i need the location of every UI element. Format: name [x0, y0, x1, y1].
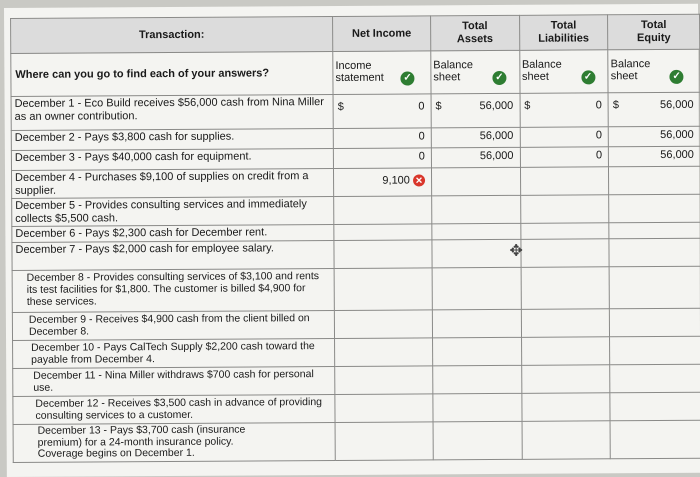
- dollar-sign: $: [337, 100, 344, 113]
- total-liabilities-input[interactable]: [520, 147, 609, 168]
- total-liabilities-input[interactable]: [520, 223, 609, 240]
- net-income-input[interactable]: [334, 310, 432, 339]
- total-liabilities-input[interactable]: [520, 167, 609, 196]
- source-total-equity-cell[interactable]: [608, 49, 700, 93]
- total-equity-input[interactable]: [609, 238, 700, 267]
- net-income-value: 0: [418, 150, 425, 163]
- net-income-input[interactable]: [333, 128, 431, 149]
- total-assets-input[interactable]: [432, 195, 521, 224]
- total-equity-input[interactable]: [608, 126, 700, 147]
- net-income-input[interactable]: [335, 394, 433, 423]
- total-assets-input[interactable]: [432, 309, 521, 338]
- check-icon: ✓: [401, 71, 415, 85]
- net-income-input[interactable]: [334, 240, 432, 269]
- net-income-input[interactable]: [335, 338, 433, 367]
- total-liabilities-input[interactable]: [522, 421, 611, 460]
- question-label: Where can you go to find each of your answers?: [11, 51, 333, 96]
- total-assets-input[interactable]: [432, 267, 521, 310]
- total-equity-input[interactable]: [609, 222, 700, 239]
- total-liabilities-input[interactable]: [521, 393, 610, 422]
- net-income-input[interactable]: [335, 422, 433, 461]
- transaction-desc: December 6 - Pays $2,300 cash for December rent.: [12, 224, 334, 242]
- transaction-desc: December 4 - Purchases $9,100 of supplies on credit from a supplier.: [11, 168, 333, 198]
- total-liabilities-value: 0: [595, 149, 603, 162]
- total-liabilities-value: 0: [595, 99, 602, 112]
- net-income-value: 9,100: [382, 174, 410, 187]
- total-liabilities-input[interactable]: [520, 195, 609, 224]
- transaction-desc: December 10 - Pays CalTech Supply $2,200 cash toward the payable from December 4.: [13, 338, 335, 368]
- header-transaction: Transaction:: [11, 16, 333, 53]
- transaction-desc: December 13 - Pays $3,700 cash (insurance premium) for a 24-month insurance policy. Coverage begins on December 1.: [13, 422, 335, 462]
- transaction-desc: December 8 - Provides consulting services of $3,100 and rents its test facilities for $1,800. The customer is billed $4,900 for these services.: [12, 268, 334, 312]
- transaction-desc: December 5 - Provides consulting services and immediately collects $5,500 cash.: [12, 196, 334, 226]
- source-total-assets-cell[interactable]: [431, 50, 520, 94]
- net-income-input[interactable]: [335, 366, 433, 395]
- transaction-desc: December 9 - Receives $4,900 cash from the client billed on December 8.: [12, 310, 334, 340]
- total-equity-input[interactable]: [609, 266, 700, 309]
- transaction-desc: December 3 - Pays $40,000 cash for equipment.: [11, 148, 333, 170]
- check-icon: ✓: [492, 70, 506, 84]
- worksheet: [4, 4, 700, 477]
- total-liabilities-input[interactable]: [521, 267, 610, 310]
- total-equity-input[interactable]: [610, 392, 700, 421]
- source-net-income-cell[interactable]: [333, 51, 431, 95]
- move-cursor-icon: ✥: [509, 242, 523, 260]
- dollar-sign: $: [612, 99, 620, 112]
- total-equity-input[interactable]: [610, 308, 700, 337]
- total-assets-input[interactable]: [432, 337, 521, 366]
- source-net-income-label: Income statement: [335, 60, 384, 85]
- total-assets-input[interactable]: [433, 365, 522, 394]
- header-total-liabilities: Total Liabilities: [519, 15, 608, 51]
- total-liabilities-input[interactable]: [520, 127, 609, 148]
- dollar-sign: $: [524, 99, 531, 112]
- net-income-value: 0: [418, 130, 425, 143]
- total-equity-value: 56,000: [660, 148, 694, 161]
- total-liabilities-value: 0: [595, 129, 603, 142]
- transaction-table: [10, 14, 700, 463]
- x-icon: ✕: [413, 175, 425, 187]
- transaction-desc: December 11 - Nina Miller withdraws $700 cash for personal use.: [13, 366, 335, 396]
- transaction-desc: December 2 - Pays $3,800 cash for supplies.: [11, 128, 333, 150]
- total-assets-value: 56,000: [479, 149, 514, 163]
- total-assets-input[interactable]: [431, 147, 520, 168]
- total-equity-input[interactable]: [609, 166, 700, 195]
- net-income-input[interactable]: [334, 268, 432, 311]
- transaction-desc: December 1 - Eco Build receives $56,000 cash from Nina Miller as an owner contribution.: [11, 94, 333, 130]
- total-equity-value: 56,000: [660, 128, 694, 141]
- check-icon: ✓: [581, 70, 595, 84]
- header-net-income: Net Income: [333, 16, 431, 52]
- total-equity-input[interactable]: [609, 194, 700, 223]
- total-equity-input[interactable]: [610, 336, 700, 365]
- total-liabilities-input[interactable]: [521, 309, 610, 338]
- net-income-input[interactable]: [333, 94, 431, 129]
- total-equity-value: 56,000: [659, 98, 694, 111]
- total-assets-input[interactable]: [431, 127, 520, 148]
- dollar-sign: $: [435, 100, 442, 113]
- check-icon: ✓: [670, 69, 684, 83]
- total-equity-input[interactable]: [608, 92, 700, 127]
- total-liabilities-input[interactable]: [521, 337, 610, 366]
- total-liabilities-input[interactable]: [521, 239, 610, 268]
- source-total-assets-label: Balance sheet: [433, 59, 474, 84]
- total-assets-input[interactable]: [432, 223, 521, 240]
- source-total-liabilities-label: Balance sheet: [521, 59, 562, 84]
- header-total-equity: Total Equity: [608, 14, 700, 50]
- total-liabilities-input[interactable]: [521, 365, 610, 394]
- transaction-desc: December 7 - Pays $2,000 cash for employee salary.: [12, 240, 334, 270]
- total-equity-input[interactable]: [609, 146, 700, 167]
- total-assets-value: 56,000: [479, 129, 514, 143]
- total-assets-input[interactable]: [431, 93, 520, 128]
- total-equity-input[interactable]: [610, 420, 700, 459]
- transaction-desc: December 12 - Receives $3,500 cash in advance of providing consulting services to a customer.: [13, 394, 335, 424]
- net-income-input[interactable]: [334, 224, 432, 241]
- net-income-value: 0: [418, 100, 425, 113]
- total-liabilities-input[interactable]: [520, 93, 609, 128]
- total-assets-input[interactable]: [432, 239, 521, 268]
- net-income-input[interactable]: [334, 168, 432, 197]
- total-assets-input[interactable]: [433, 393, 522, 422]
- net-income-input[interactable]: [333, 148, 431, 169]
- source-total-equity-label: Balance sheet: [610, 58, 651, 83]
- header-total-assets: Total Assets: [430, 15, 519, 51]
- total-assets-value: 56,000: [479, 99, 514, 113]
- total-equity-input[interactable]: [610, 364, 700, 393]
- total-assets-input[interactable]: [433, 421, 522, 460]
- total-assets-input[interactable]: [431, 167, 520, 196]
- source-total-liabilities-cell[interactable]: [519, 50, 608, 94]
- net-income-input[interactable]: [334, 196, 432, 225]
